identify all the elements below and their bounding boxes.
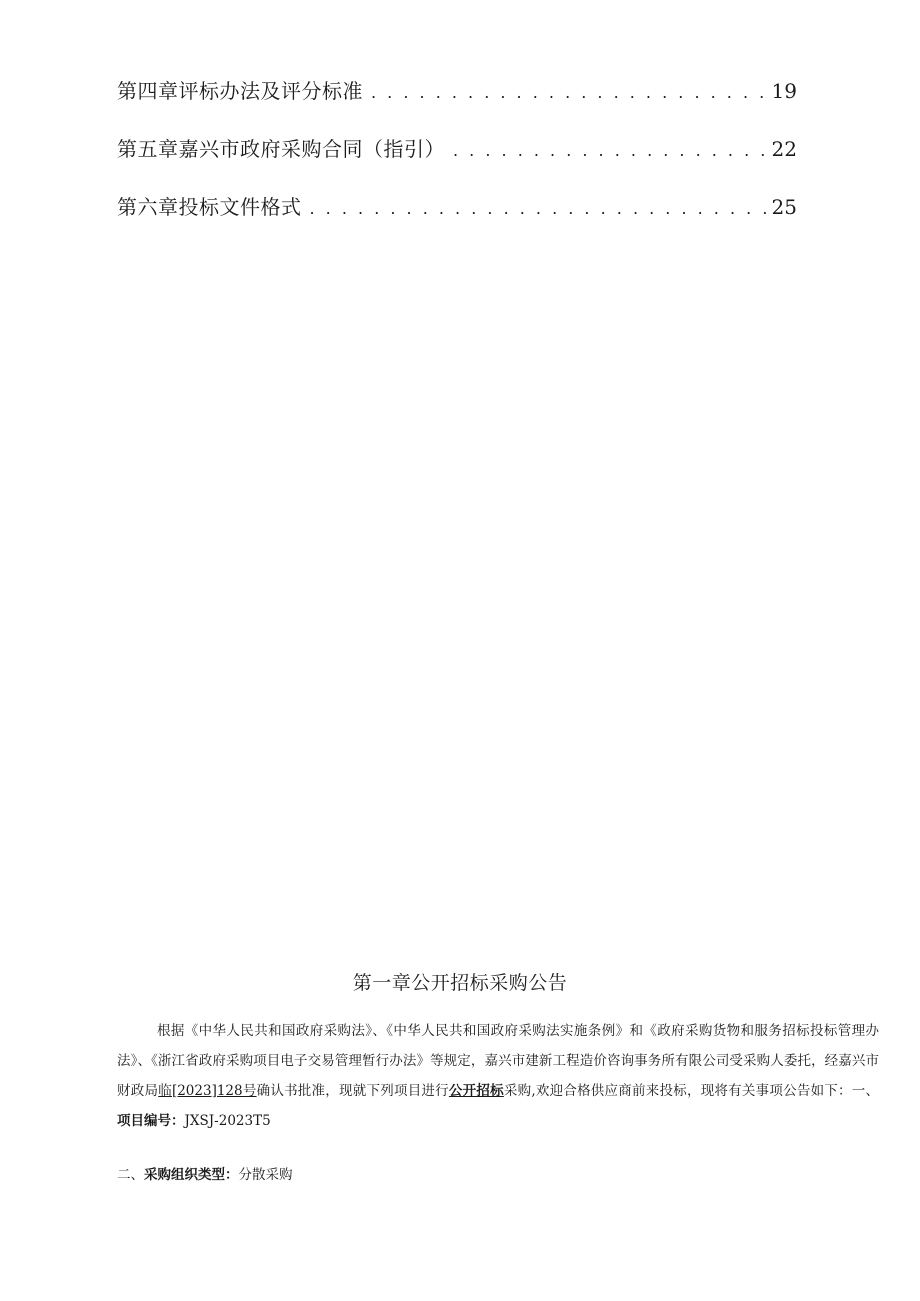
paragraph-text: 采购,欢迎合格供应商前来投标，现将有关事项公告如下：一、 — [503, 1083, 880, 1099]
announcement-paragraph — [117, 1016, 879, 1136]
toc-entry-chapter-6[interactable] — [117, 192, 797, 222]
paragraph-text: 确认书批准，现就下列项目进行 — [256, 1083, 449, 1099]
toc-entry-title: 第四章评标办法及评分标准 — [117, 79, 363, 103]
toc-entry-chapter-4[interactable] — [117, 76, 797, 106]
procurement-type-value: 分散采购 — [238, 1167, 293, 1183]
toc-entry-title: 第五章嘉兴市政府采购合同（指引） — [117, 137, 445, 161]
section-prefix: 二、 — [117, 1167, 144, 1183]
toc-dot-leader — [310, 194, 766, 224]
toc-page-number: 19 — [771, 79, 797, 103]
toc-page-number: 25 — [771, 195, 797, 219]
paragraph-text: 根据《中华人民共和国政府采购法》、《中华人民共和国政府采购法实施条例》和《政府采购货物和服务招标投标管理办法》、《浙江省政府采购项目电子交易管理暂行办法》等规定，嘉兴市建新工程造价咨询事务所有限公司受采购人委托，经嘉兴市财政局 — [117, 1023, 879, 1099]
toc-dot-leader — [453, 136, 766, 166]
procurement-type-line — [117, 1160, 293, 1190]
approval-number: 临[2023]128号 — [158, 1083, 257, 1099]
toc-entry-title: 第六章投标文件格式 — [117, 195, 302, 219]
table-of-contents — [117, 76, 797, 250]
chapter-title: 第一章公开招标采购公告 — [352, 972, 568, 994]
project-number: JXSJ-2023T5 — [184, 1113, 271, 1129]
project-number-label: 项目编号： — [117, 1113, 185, 1129]
procurement-method: 公开招标 — [448, 1083, 504, 1099]
toc-dot-leader — [371, 78, 766, 108]
toc-page-number: 22 — [771, 137, 797, 161]
toc-entry-chapter-5[interactable] — [117, 134, 797, 164]
procurement-type-label: 采购组织类型： — [144, 1167, 239, 1183]
